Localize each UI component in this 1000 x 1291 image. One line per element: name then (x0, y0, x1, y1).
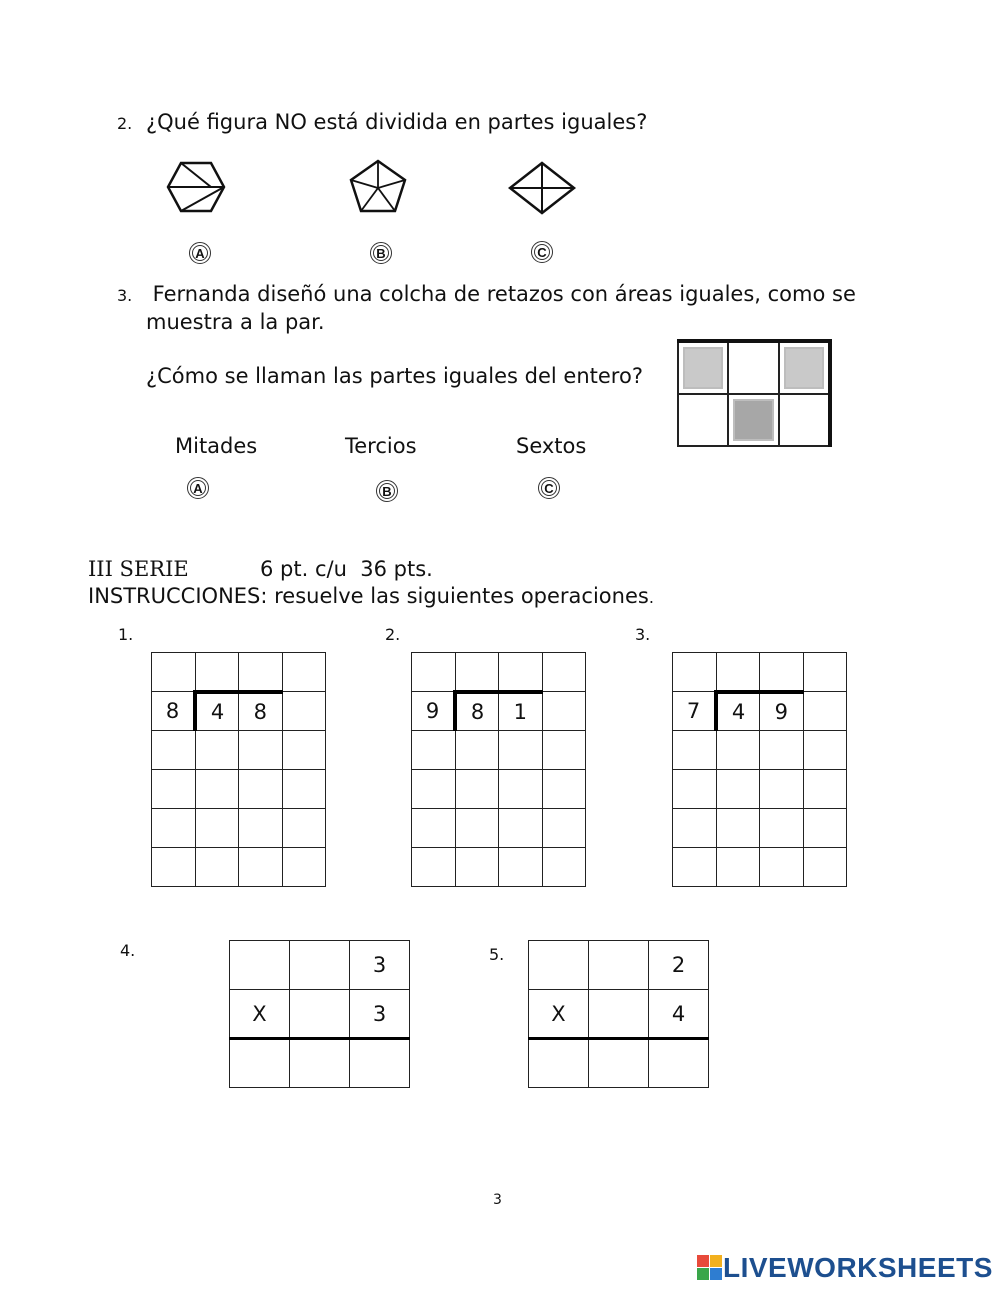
choice-tercios: Tercios (345, 434, 417, 458)
instructions: INSTRUCCIONES: resuelve las siguientes operaciones. (88, 584, 654, 608)
question-2-text: ¿Qué figura NO está dividida en partes iguales? (146, 110, 648, 134)
division-1-number: 1. (118, 625, 134, 644)
multiplication-5-grid: 2 X 4 (528, 940, 709, 1088)
choice-sextos: Sextos (516, 434, 587, 458)
quilt-figure (677, 339, 832, 447)
question-3-number: 3. (117, 286, 133, 305)
liveworksheets-logo-icon (697, 1254, 723, 1282)
division-3-grid: 7 4 9 (672, 652, 847, 887)
liveworksheets-logo-text: LIVEWORKSHEETS (723, 1252, 993, 1283)
multiplication-4-grid: 3 X 3 (229, 940, 410, 1088)
multiplication-4-number: 4. (120, 941, 136, 960)
serie-points: 6 pt. c/u 36 pts. (260, 557, 433, 581)
question-3-prompt: ¿Cómo se llaman las partes iguales del entero? (146, 364, 643, 388)
serie-title: III SERIE (88, 557, 189, 581)
division-1-grid: 8 4 8 (151, 652, 326, 887)
option-a-circle[interactable]: A (189, 242, 211, 264)
choice-mitades: Mitades (175, 434, 258, 458)
division-2-number: 2. (385, 625, 401, 644)
division-2-grid: 9 8 1 (411, 652, 586, 887)
option-b-circle[interactable]: B (376, 480, 398, 502)
option-c-circle[interactable]: C (538, 477, 560, 499)
hexagon-shape (165, 160, 227, 214)
question-3-line1: Fernanda diseñó una colcha de retazos con áreas iguales, como se (146, 282, 856, 306)
multiplication-5-number: 5. (489, 945, 505, 964)
page-number: 3 (493, 1192, 502, 1208)
rhombus-shape (507, 160, 577, 216)
division-3-number: 3. (635, 625, 651, 644)
option-b-circle[interactable]: B (370, 242, 392, 264)
option-a-circle[interactable]: A (187, 477, 209, 499)
option-c-circle[interactable]: C (531, 241, 553, 263)
question-3-line2: muestra a la par. (146, 310, 325, 334)
liveworksheets-logo (697, 1252, 993, 1284)
question-2-number: 2. (117, 114, 133, 133)
pentagon-shape (348, 158, 408, 214)
